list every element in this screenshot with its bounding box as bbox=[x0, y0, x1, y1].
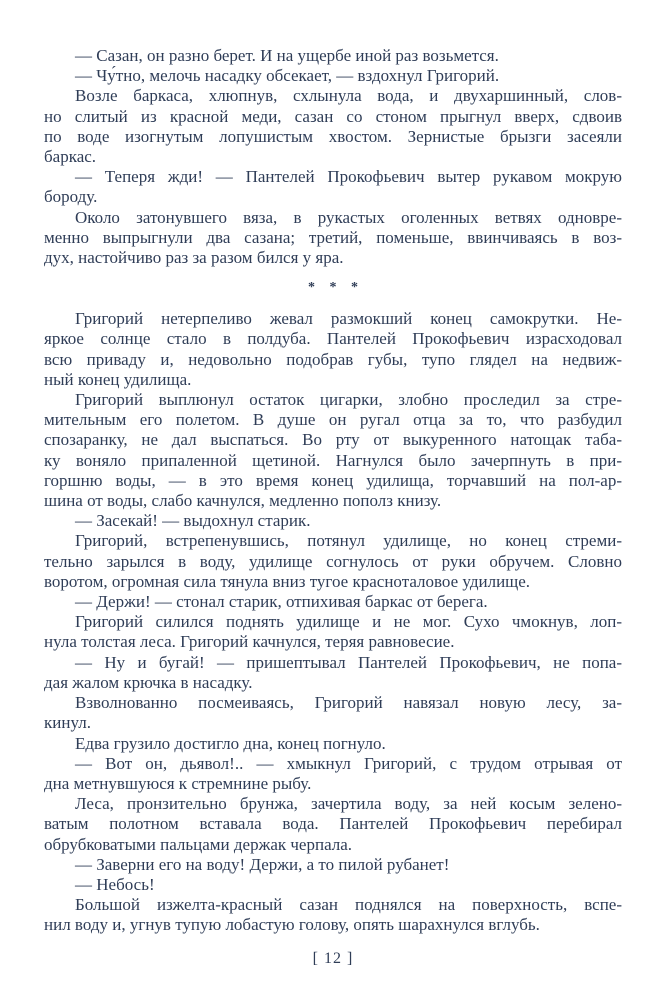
paragraph bbox=[44, 855, 622, 875]
page-text bbox=[44, 46, 622, 969]
paragraph bbox=[44, 592, 622, 612]
text-line: — Держи! — стонал старик, отпихивая баркас от берега. bbox=[75, 592, 488, 612]
paragraph bbox=[44, 531, 622, 592]
paragraph bbox=[44, 754, 622, 794]
text-line: дая жалом крючка в насадку. bbox=[44, 672, 253, 692]
page-number: [ 12 ] bbox=[312, 949, 354, 967]
text-line: Григорий нетерпеливо жевал размокший конец самокрутки. Не- bbox=[75, 309, 622, 329]
paragraph bbox=[44, 309, 622, 390]
text-line: Взволнованно посмеиваясь, Григорий навязал новую лесу, за- bbox=[75, 693, 622, 713]
text-line: — Сазан, он разно берет. И на ущербе иной раз возьмется. bbox=[75, 46, 499, 65]
text-line: Григорий, встрепенувшись, потянул удилище, но конец стреми- bbox=[75, 531, 622, 551]
text-line: — Заверни его на воду! Держи, а то пилой рубанет! bbox=[75, 854, 450, 874]
text-line: Григорий силился поднять удилище и не мог. Сухо чмокнув, лоп- bbox=[75, 612, 622, 632]
text-line: горшню воды, — в это время конец удилища, торчавший на пол-ар- bbox=[44, 470, 622, 490]
text-line: нула толстая леса. Григорий качнулся, теряя равновесие. bbox=[44, 632, 455, 652]
text-line: ку воняло припаленной щетиной. Нагнулся было зачерпнуть в при- bbox=[44, 450, 622, 470]
paragraph bbox=[44, 46, 622, 66]
text-line: баркас. bbox=[44, 147, 97, 167]
paragraph bbox=[44, 66, 622, 86]
text-line: Около затонувшего вяза, в рукастых оголенных ветвях одновре- bbox=[75, 207, 622, 227]
paragraph bbox=[44, 653, 622, 693]
text-line: Леса, пронзительно брунжа, зачертила воду, за ней косым зелено- bbox=[75, 794, 622, 814]
section-separator: * * * bbox=[308, 280, 358, 296]
text-line: Большой изжелта-красный сазан поднялся на поверхность, вспе- bbox=[75, 895, 622, 915]
paragraph bbox=[44, 167, 622, 207]
text-line: шина от воды, слабо качнулся, медленно пополз книзу. bbox=[44, 491, 442, 511]
text-line: тельно зарылся в воду, удилище согнулось от руки обручем. Словно bbox=[44, 551, 622, 571]
text-line: кинул. bbox=[44, 713, 91, 733]
text-line: ный конец удилища. bbox=[44, 369, 192, 389]
text-line: — Теперя жди! — Пантелей Прокофьевич вытер рукавом мокрую bbox=[75, 167, 622, 187]
text-line: — Чу́тно, мелочь насадку обсекает, — вздохнул Григорий. bbox=[75, 66, 500, 86]
text-line: Григорий выплюнул остаток цигарки, злобно проследил за стре- bbox=[75, 390, 622, 410]
text-line: — Ну и бугай! — пришептывал Пантелей Прокофьевич, не попа- bbox=[75, 652, 622, 672]
paragraph bbox=[44, 895, 622, 935]
paragraph bbox=[44, 875, 622, 895]
paragraph bbox=[44, 511, 622, 531]
text-line: по воде изогнутым лопушистым хвостом. Зернистые брызги засеяли bbox=[44, 126, 622, 146]
text-line: дна метнувшуюся к стремнине рыбу. bbox=[44, 773, 312, 793]
paragraph bbox=[44, 612, 622, 652]
paragraph bbox=[44, 86, 622, 167]
text-line: нил воду и, угнув тупую лобастую голову, опять шарахнулся вглубь. bbox=[44, 915, 540, 935]
text-line: Возле баркаса, хлюпнув, схлынула вода, и двухаршинный, слов- bbox=[75, 86, 622, 106]
text-line: — Вот он, дьявол!.. — хмыкнул Григорий, с трудом отрывая от bbox=[75, 753, 622, 773]
text-line: дух, настойчиво раз за разом бился у яра. bbox=[44, 248, 344, 268]
paragraph bbox=[44, 208, 622, 269]
text-line: — Засекай! — выдохнул старик. bbox=[75, 511, 311, 531]
paragraph bbox=[44, 794, 622, 855]
text-line: ватым полотном вставала вода. Пантелей Прокофьевич перебирал bbox=[44, 814, 622, 834]
text-line: обрубковатыми пальцами держак черпала. bbox=[44, 834, 353, 854]
text-line: спозаранку, не дал выспаться. Во рту от выкуренного натощак таба- bbox=[44, 430, 622, 450]
paragraph bbox=[44, 390, 622, 511]
text-line: воротом, огромная сила тянула вниз тугое красноталовое удилище. bbox=[44, 571, 531, 591]
text-line: — Небось! bbox=[75, 874, 155, 894]
text-line: бороду. bbox=[44, 187, 98, 207]
paragraph bbox=[44, 734, 622, 754]
text-line: мительным его полетом. В душе он ругал отца за то, что разбудил bbox=[44, 410, 622, 430]
text-line: яркое солнце стало в полдуба. Пантелей Прокофьевич израсходовал bbox=[44, 329, 622, 349]
text-line: всю приваду и, недовольно подобрав губы, тупо глядел на недвиж- bbox=[44, 349, 622, 369]
text-line: Едва грузило достигло дна, конец погнуло. bbox=[75, 733, 386, 753]
paragraph bbox=[44, 693, 622, 733]
text-line: но слитый из красной меди, сазан со стоном прыгнул вверх, сдвоив bbox=[44, 106, 622, 126]
text-line: менно выпрыгнули два сазана; третий, поменьше, ввинчиваясь в воз- bbox=[44, 227, 622, 247]
